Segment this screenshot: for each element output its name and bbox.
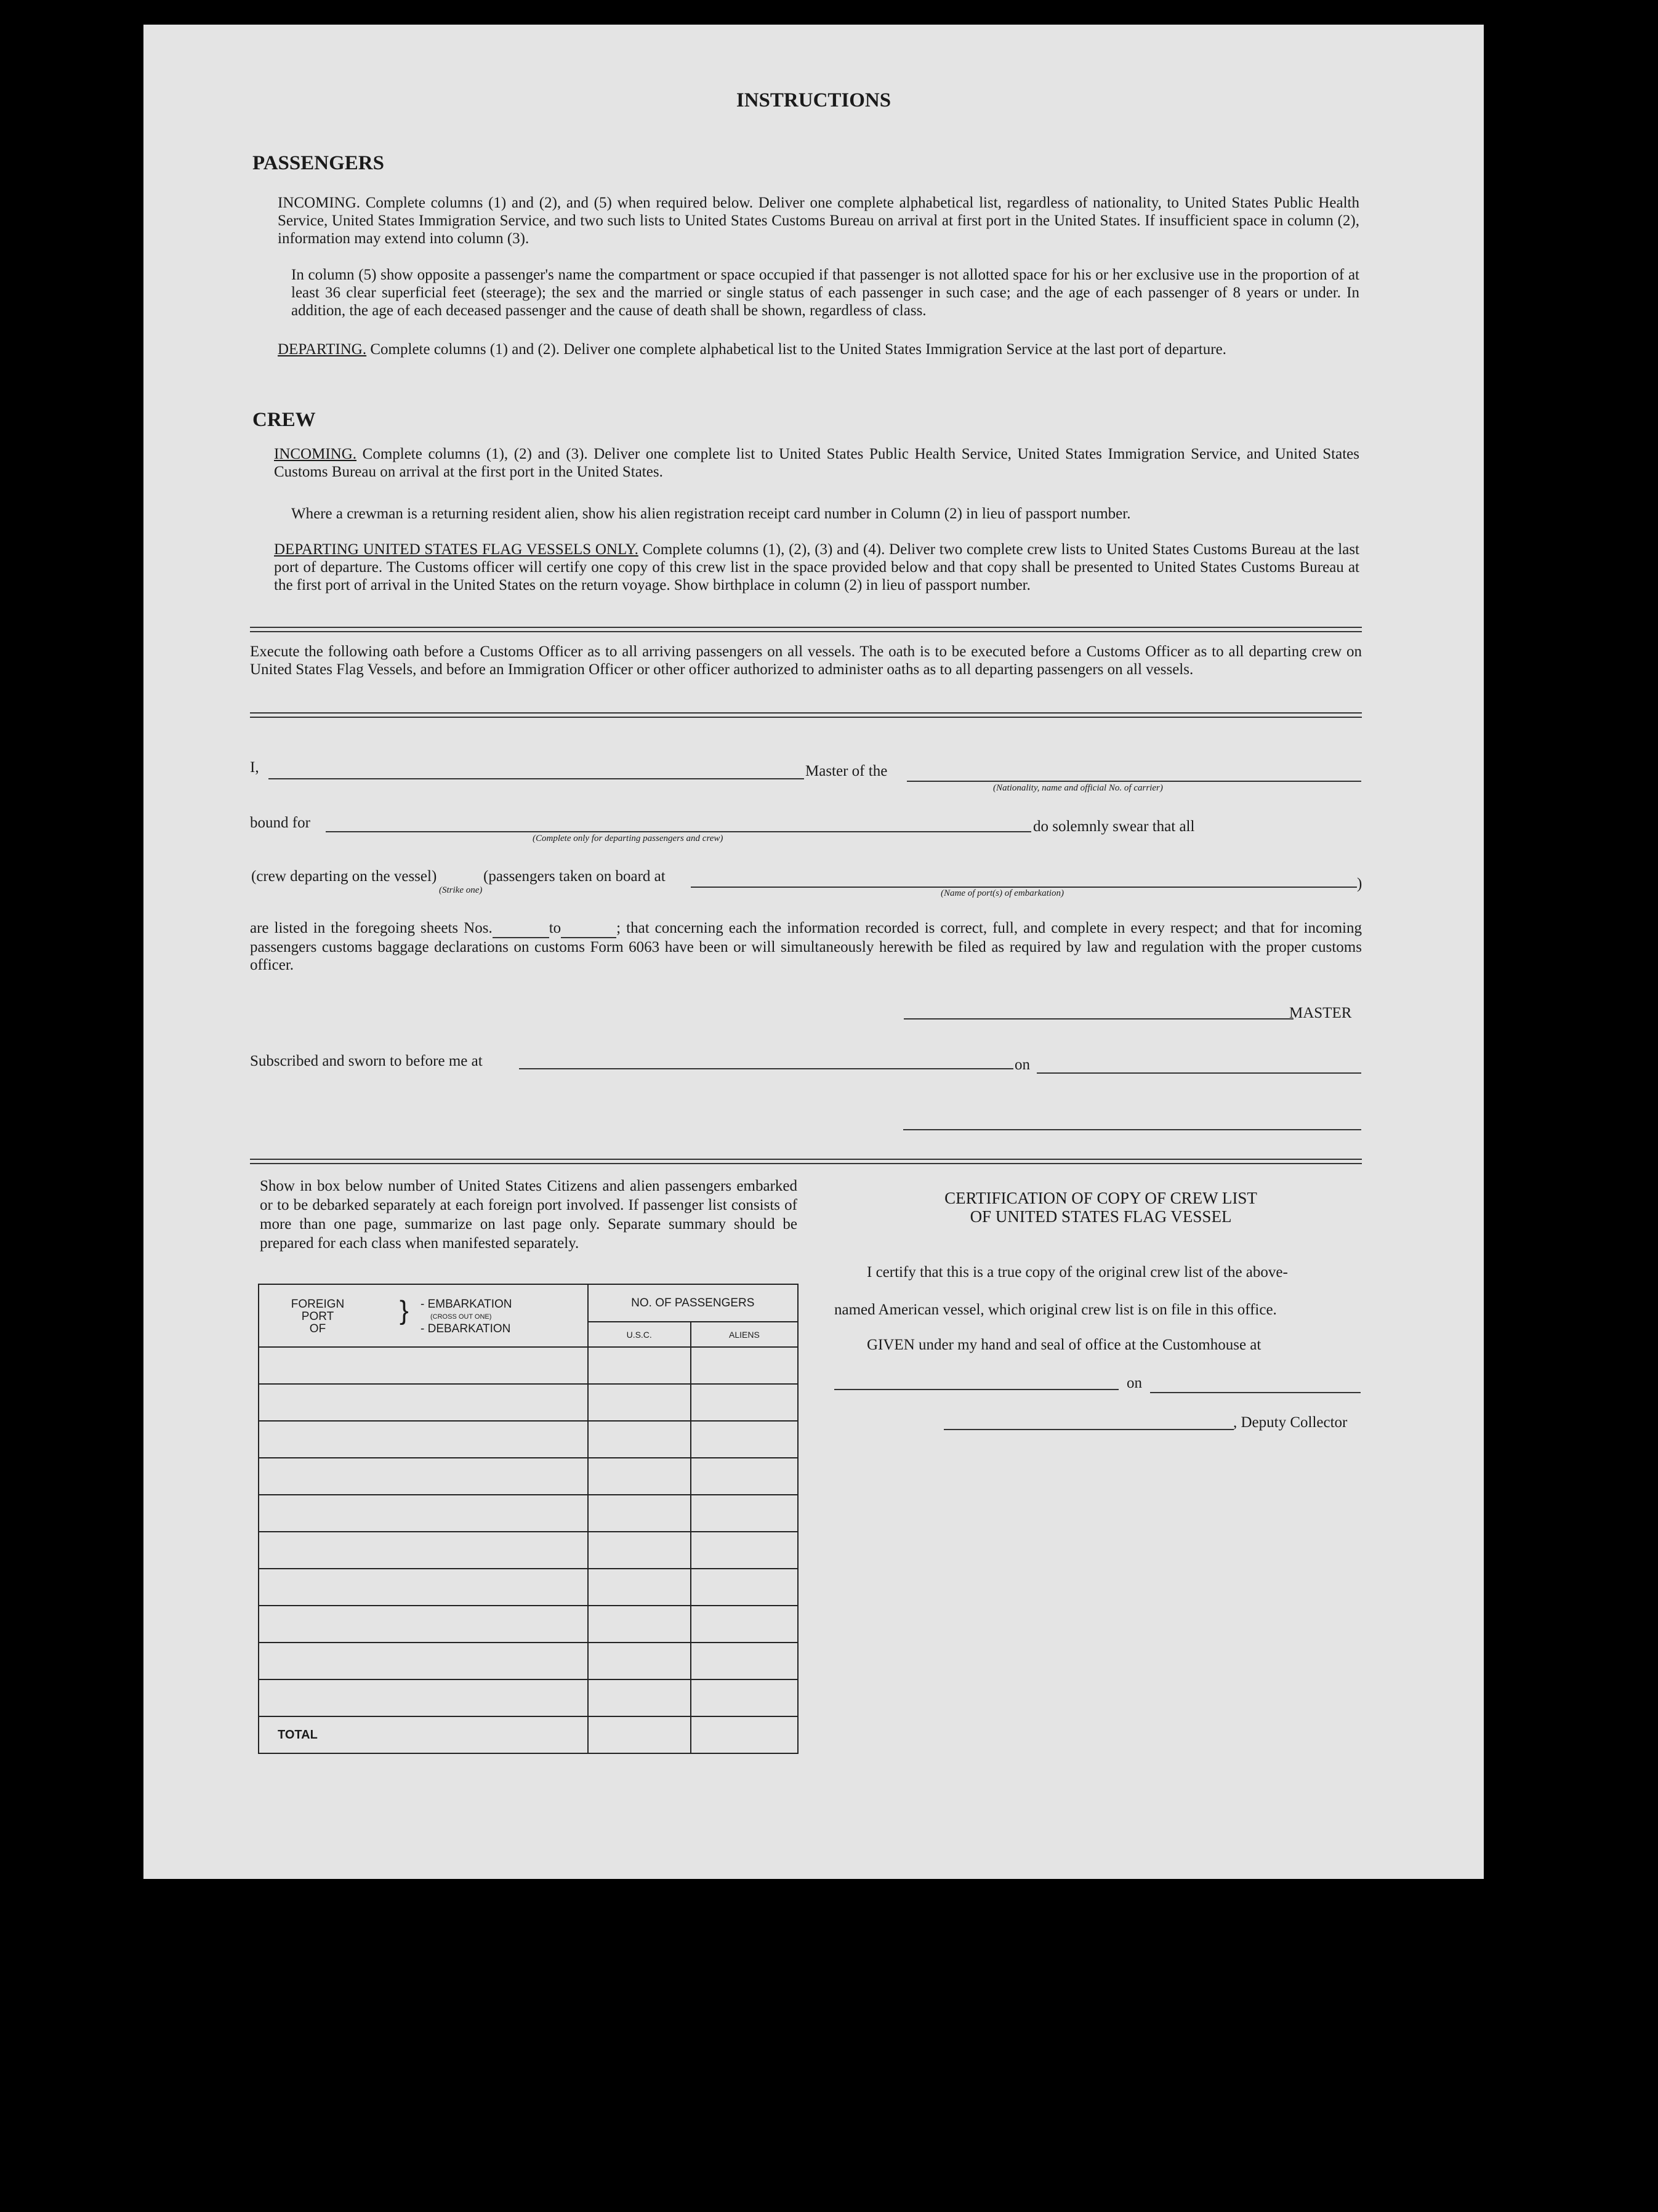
summary-header-port bbox=[259, 1284, 588, 1347]
aliens-total-cell[interactable] bbox=[691, 1716, 798, 1753]
crew-incoming-lead: INCOMING. bbox=[274, 446, 357, 462]
page-title: INSTRUCTIONS bbox=[736, 89, 891, 111]
foreign-port-of bbox=[284, 1298, 352, 1335]
close-paren: ) bbox=[1357, 875, 1362, 892]
passengers-heading: PASSENGERS bbox=[252, 152, 384, 174]
usc-header: U.S.C. bbox=[588, 1322, 691, 1347]
certification-heading bbox=[839, 1189, 1362, 1226]
listed-text-2: ; that concerning each the information recorded is correct, full, and complete in every respect; and that for incoming passengers customs baggage declarations on customs Form 6063 have been or will simultaneously herewith be filed as required by law and regulation with the proper customs officer. bbox=[250, 920, 1362, 973]
sworn-on-label: on bbox=[1015, 1056, 1030, 1073]
crew-departing-text: Complete columns (1), (2), (3) and (4). Deliver two complete crew lists to United States Customs Bureau at the last port of departure. The Customs officer will certify one copy of this crew list in the space provided below and that copy shall be presented to United States Customs Bureau at the first port of arrival in the United States on the return voyage. Show birthplace in column (2) in lieu of passport number. bbox=[274, 541, 1359, 593]
port-cell[interactable] bbox=[259, 1569, 588, 1606]
passengers-incoming-text: Complete columns (1) and (2), and (5) when required below. Deliver one complete alphabetical list, regardless of nationality, to United States Public Health Service, United States Immigration Service, and two such lists to United States Customs Bureau on arrival at first port in the United States. If insufficient space in column (2), information may extend into column (3). bbox=[278, 195, 1360, 247]
usc-cell[interactable] bbox=[588, 1347, 691, 1384]
certify-line-3: GIVEN under my hand and seal of office at the Customhouse at bbox=[867, 1337, 1262, 1353]
usc-total-cell[interactable] bbox=[588, 1716, 691, 1753]
port-cell[interactable] bbox=[259, 1384, 588, 1421]
sworn-date-field[interactable] bbox=[1037, 1072, 1361, 1074]
aliens-cell[interactable] bbox=[691, 1384, 798, 1421]
port-cell[interactable] bbox=[259, 1421, 588, 1458]
usc-cell[interactable] bbox=[588, 1384, 691, 1421]
embarkation-port-field[interactable] bbox=[691, 887, 1357, 888]
aliens-cell[interactable] bbox=[691, 1458, 798, 1495]
port-cell[interactable] bbox=[259, 1347, 588, 1384]
summary-intro: Show in box below number of United States Citizens and alien passengers embarked or to be debarked separately at each foreign port involved. If passenger list consists of more than one page, summarize on last page only. Separate summary should be prepared for each class when manifested separately. bbox=[260, 1178, 797, 1252]
aliens-header: ALIENS bbox=[691, 1322, 798, 1347]
crew-incoming-text: Complete columns (1), (2) and (3). Deliver one complete list to United States Public Health Service, United States Immigration Service, and United States Customs Bureau on arrival at the first port in the United States. bbox=[274, 446, 1359, 480]
certification-heading-2: OF UNITED STATES FLAG VESSEL bbox=[970, 1207, 1232, 1226]
aliens-cell[interactable] bbox=[691, 1643, 798, 1679]
cross-out-one-label: (CROSS OUT ONE) bbox=[430, 1313, 492, 1321]
certify-line-1: I certify that this is a true copy of the original crew list of the above- bbox=[867, 1264, 1288, 1281]
master-name-field[interactable] bbox=[268, 778, 804, 779]
master-label: MASTER bbox=[1289, 1005, 1352, 1021]
bound-for-field[interactable] bbox=[326, 831, 1031, 832]
crew-resident: Where a crewman is a returning resident alien, show his alien registration receipt card number in Column (2) in lieu of passport number. bbox=[291, 505, 1131, 522]
certify-date-field[interactable] bbox=[1150, 1392, 1361, 1393]
officer-signature-field[interactable] bbox=[903, 1129, 1361, 1130]
aliens-cell[interactable] bbox=[691, 1421, 798, 1458]
certification-heading-1: CERTIFICATION OF COPY OF CREW LIST bbox=[944, 1189, 1257, 1207]
port-label: PORT bbox=[301, 1310, 334, 1323]
swear-text: do solemnly swear that all bbox=[1033, 818, 1195, 835]
aliens-cell[interactable] bbox=[691, 1606, 798, 1643]
no-of-passengers-header: NO. OF PASSENGERS bbox=[588, 1284, 798, 1322]
deputy-collector-label: , Deputy Collector bbox=[1233, 1414, 1348, 1431]
embark-debark bbox=[421, 1298, 512, 1335]
form-page bbox=[143, 25, 1484, 1879]
aliens-cell[interactable] bbox=[691, 1679, 798, 1716]
usc-cell[interactable] bbox=[588, 1606, 691, 1643]
listed-to: to bbox=[549, 920, 561, 936]
crew-departing-lead: DEPARTING UNITED STATES FLAG VESSELS ONLY. bbox=[274, 541, 638, 558]
port-cell[interactable] bbox=[259, 1458, 588, 1495]
embarkation-label: - EMBARKATION bbox=[421, 1298, 512, 1311]
listed-statement bbox=[250, 919, 1362, 974]
port-cell[interactable] bbox=[259, 1643, 588, 1679]
listed-text-1: are listed in the foregoing sheets Nos. bbox=[250, 920, 493, 936]
subscribed-label: Subscribed and sworn to before me at bbox=[250, 1053, 483, 1069]
passengers-taken-option[interactable]: (passengers taken on board at bbox=[483, 868, 666, 885]
usc-cell[interactable] bbox=[588, 1643, 691, 1679]
port-cell[interactable] bbox=[259, 1495, 588, 1532]
port-cell[interactable] bbox=[259, 1532, 588, 1569]
carrier-caption: (Nationality, name and official No. of carrier) bbox=[993, 783, 1163, 793]
passengers-column5: In column (5) show opposite a passenger's name the compartment or space occupied if that passenger is not allotted space for his or her exclusive use in the proportion of at least 36 clear superficial feet (steerage); the sex and the married or single status of each passenger in such case; and the age of each passenger of 8 years or under. In addition, the age of each deceased passenger and the cause of death shall be shown, regardless of class. bbox=[291, 267, 1359, 319]
bound-for-label: bound for bbox=[250, 814, 310, 831]
customhouse-field[interactable] bbox=[834, 1389, 1119, 1390]
of-label: OF bbox=[309, 1322, 326, 1335]
strike-one-caption: (Strike one) bbox=[439, 885, 483, 895]
aliens-cell[interactable] bbox=[691, 1347, 798, 1384]
usc-cell[interactable] bbox=[588, 1679, 691, 1716]
certify-line-2: named American vessel, which original crew list is on file in this office. bbox=[834, 1301, 1277, 1318]
sheet-from-field[interactable] bbox=[493, 919, 549, 938]
divider bbox=[250, 1159, 1362, 1164]
port-cell[interactable] bbox=[259, 1679, 588, 1716]
crew-incoming bbox=[274, 445, 1359, 481]
passengers-incoming bbox=[278, 194, 1359, 247]
foreign-label: FOREIGN bbox=[291, 1298, 345, 1311]
passengers-departing bbox=[278, 340, 1359, 358]
oath-i-label: I, bbox=[250, 759, 259, 776]
aliens-cell[interactable] bbox=[691, 1495, 798, 1532]
crew-departing bbox=[274, 541, 1359, 594]
usc-cell[interactable] bbox=[588, 1495, 691, 1532]
brace-icon: } bbox=[400, 1295, 409, 1325]
usc-cell[interactable] bbox=[588, 1532, 691, 1569]
certify-on-label: on bbox=[1127, 1375, 1142, 1391]
crew-heading: CREW bbox=[252, 409, 316, 431]
passengers-departing-lead: DEPARTING. bbox=[278, 341, 367, 358]
passenger-summary-table bbox=[258, 1284, 799, 1754]
passengers-incoming-lead: INCOMING. bbox=[278, 195, 361, 211]
oath-instructions: Execute the following oath before a Customs Officer as to all arriving passengers on all vessels. The oath is to be executed before a Customs Officer as to all departing crew on United States Flag Vessels, and before an Immigration Officer or other officer authorized to administer oaths as to all departing passengers on all vessels. bbox=[250, 643, 1362, 678]
passengers-departing-text: Complete columns (1) and (2). Deliver one complete alphabetical list to the United States Immigration Service at the last port of departure. bbox=[370, 341, 1226, 358]
sworn-place-field[interactable] bbox=[519, 1068, 1013, 1069]
port-caption: (Name of port(s) of embarkation) bbox=[941, 888, 1064, 898]
debarkation-label: - DEBARKATION bbox=[421, 1322, 511, 1335]
crew-departing-option[interactable]: (crew departing on the vessel) bbox=[251, 868, 437, 885]
usc-cell[interactable] bbox=[588, 1421, 691, 1458]
aliens-cell[interactable] bbox=[691, 1569, 798, 1606]
sheet-to-field[interactable] bbox=[561, 919, 616, 938]
divider bbox=[250, 712, 1362, 718]
bound-for-caption: (Complete only for departing passengers and crew) bbox=[533, 834, 723, 843]
master-of-the-label: Master of the bbox=[805, 763, 888, 779]
port-cell[interactable] bbox=[259, 1606, 588, 1643]
deputy-signature-field[interactable] bbox=[944, 1429, 1234, 1430]
divider bbox=[250, 627, 1362, 632]
master-signature-field[interactable] bbox=[904, 1018, 1294, 1020]
usc-cell[interactable] bbox=[588, 1458, 691, 1495]
usc-cell[interactable] bbox=[588, 1569, 691, 1606]
aliens-cell[interactable] bbox=[691, 1532, 798, 1569]
carrier-field[interactable] bbox=[907, 781, 1361, 782]
total-label: TOTAL bbox=[259, 1716, 588, 1753]
